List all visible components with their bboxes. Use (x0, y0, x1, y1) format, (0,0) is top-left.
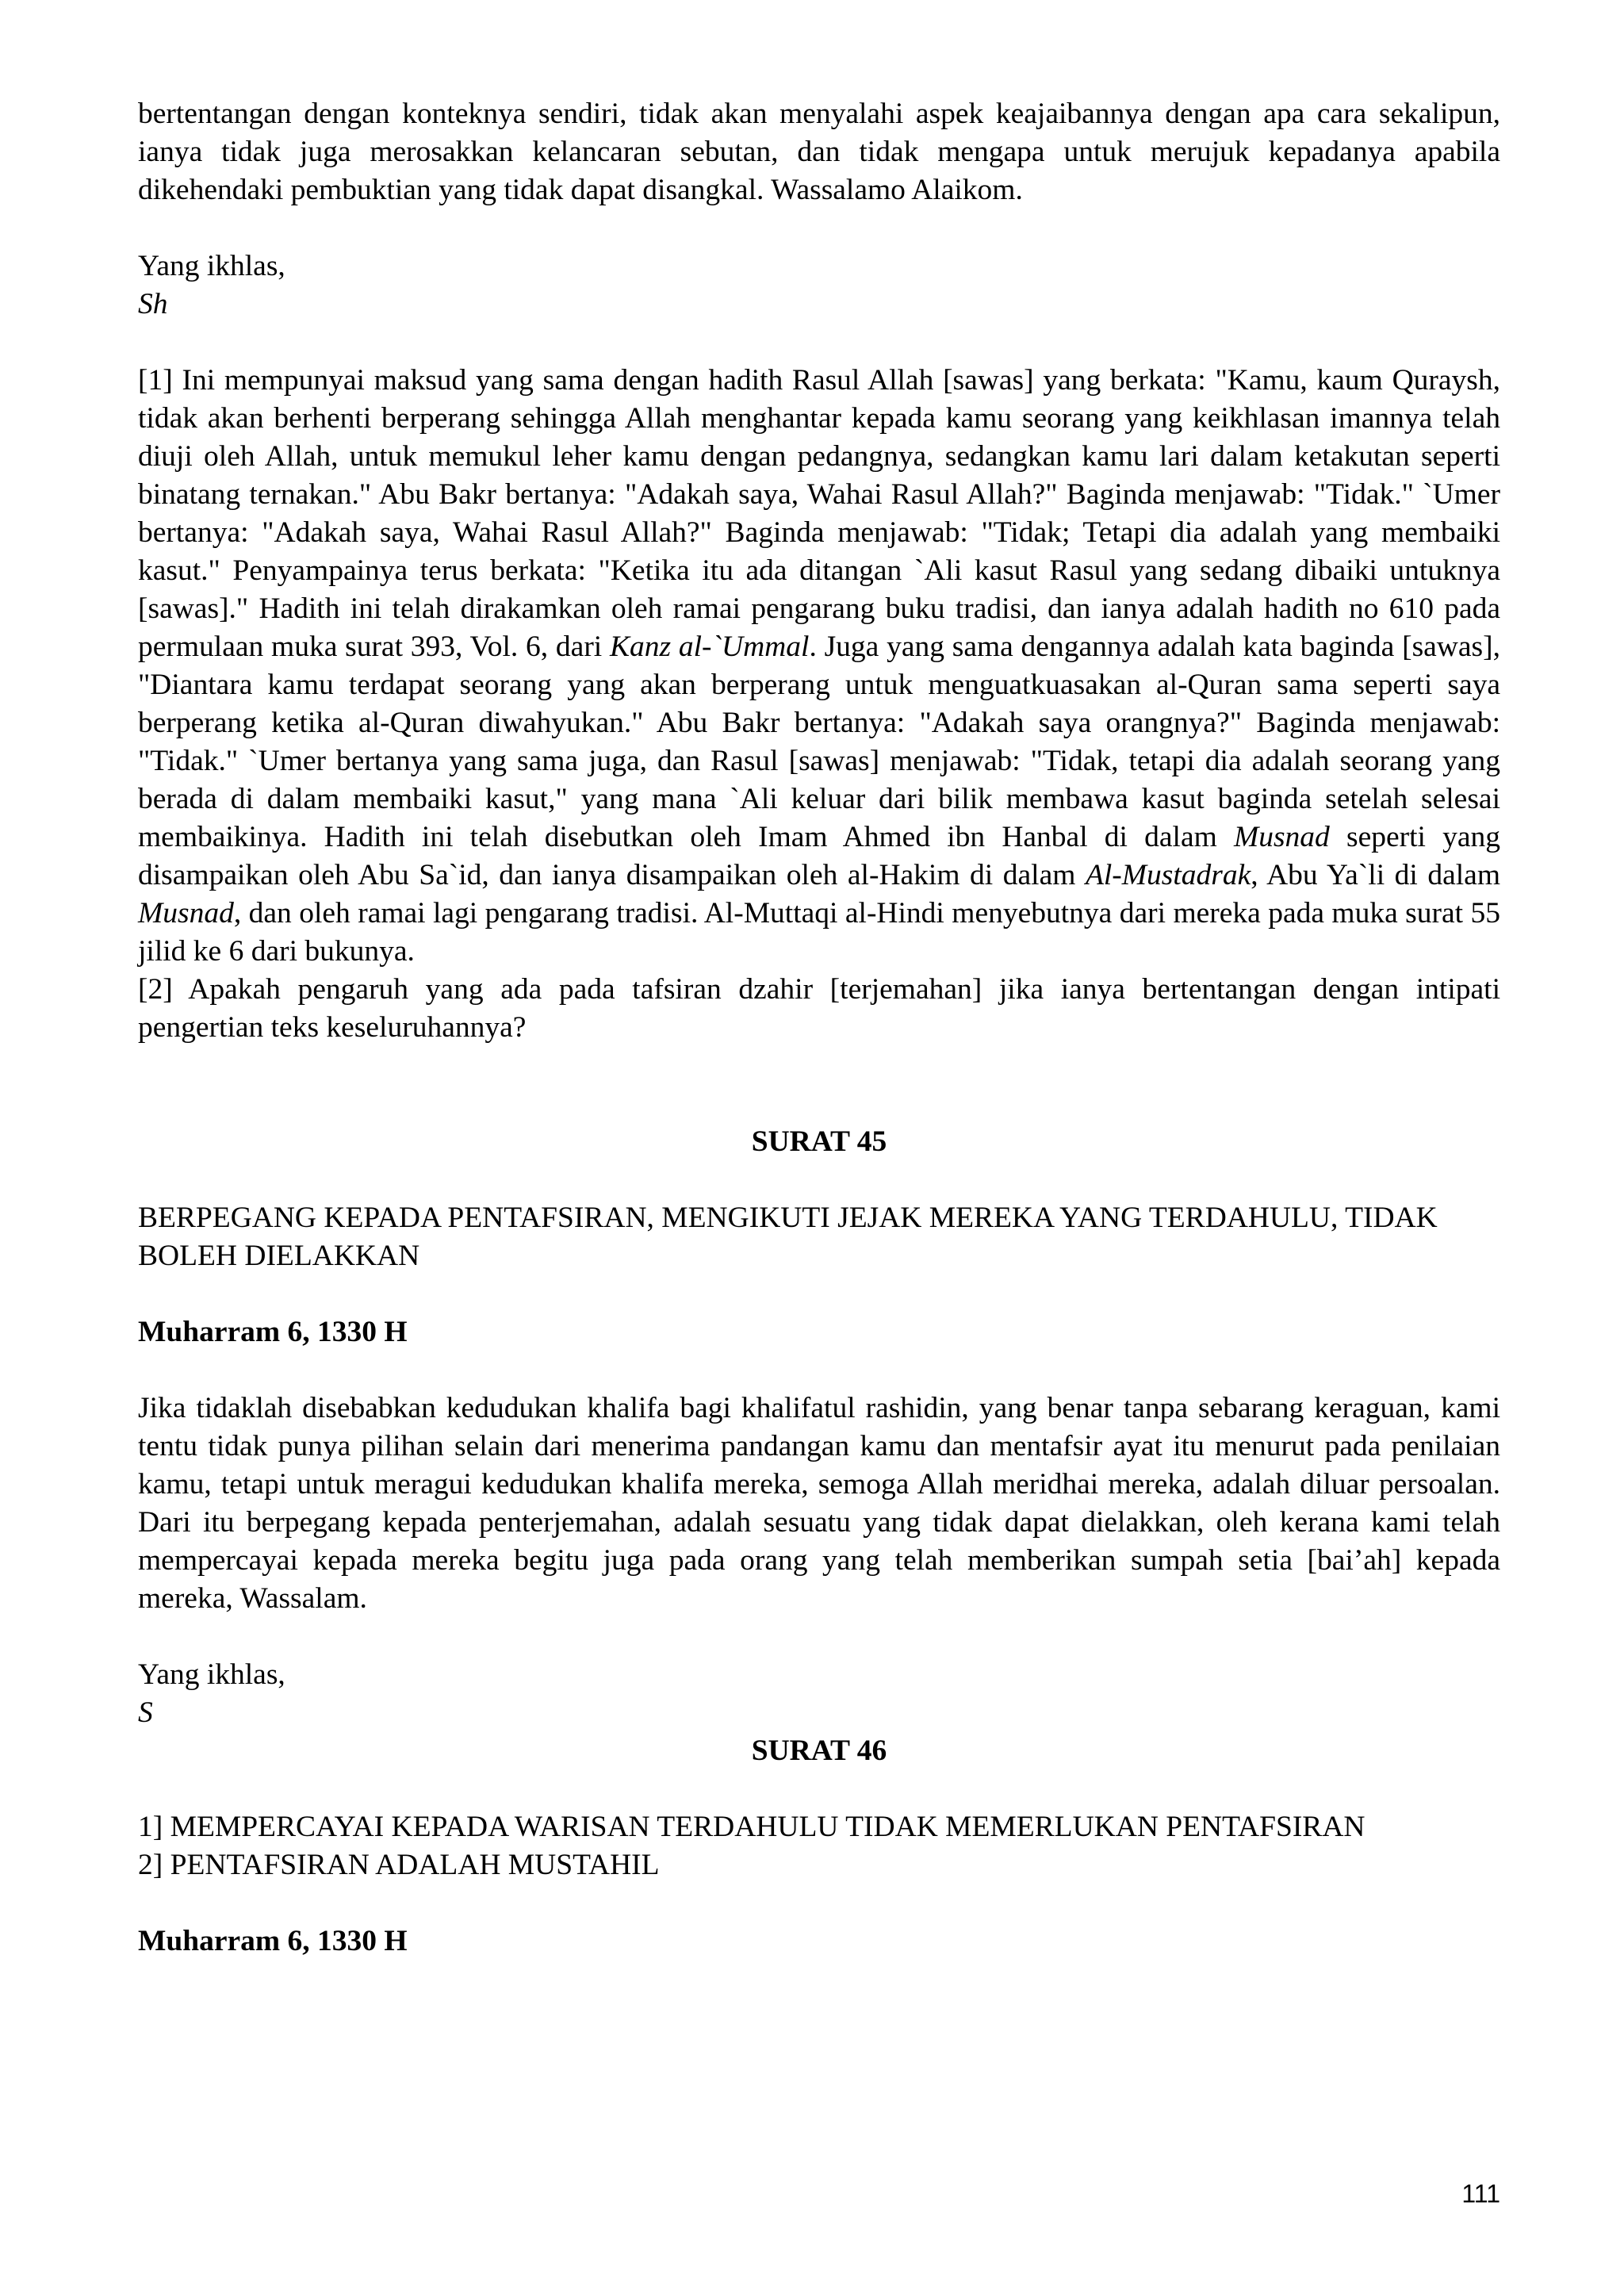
book-title: Musnad (1233, 821, 1330, 853)
letter-45-subtitle: BERPEGANG KEPADA PENTAFSIRAN, MENGIKUTI JEJAK MEREKA YANG TERDAHULU, TIDAK BOLEH DIELAKKAN (138, 1202, 1438, 1272)
closing-greeting: Yang ikhlas, (138, 250, 285, 282)
footnote-1-text: seperti yang disampaikan oleh Abu Sa`id, dan ianya disampaikan oleh al-Hakim di dalam (138, 821, 1500, 891)
footnote-1-text: , Abu Ya`li di dalam (1251, 859, 1500, 891)
footnote-1-text: [1] Ini mempunyai maksud yang sama dengan hadith Rasul Allah [sawas] yang berkata: "Kamu, kaum Quraysh, tidak akan berhenti berperang sehingga Allah menghantar kepada kamu seorang yang keikhlasan imannya telah diuji oleh Allah, untuk memukul leher kamu dengan pedangnya, sedangkan kamu lari dalam ketakutan seperti binatang ternakan." Abu Bakr bertanya: "Adakah saya, Wahai Rasul Allah?" Baginda menjawab: "Tidak." `Umer bertanya: "Adakah saya, Wahai Rasul Allah?" Baginda menjawab: "Tidak; Tetapi dia adalah yang membaiki kasut." Penyampainya terus berkata: "Ketika itu ada ditangan `Ali kasut Rasul yang sedang dibaiki untuknya [sawas]." Hadith ini telah dirakamkan oleh ramai pengarang buku tradisi, dan ianya adalah hadith no 610 pada permulaan muka surat 393, Vol. 6, dari (138, 364, 1500, 663)
signature-text: S (138, 1696, 153, 1729)
footnote-1 (138, 362, 1500, 971)
letter-46-point-2: 2] PENTAFSIRAN ADALAH MUSTAHIL (138, 1849, 660, 1881)
footnote-1-text: , dan oleh ramai lagi pengarang tradisi. Al-Muttaqi al-Hindi menyebutnya dari mereka pada muka surat 55 jilid ke 6 dari bukunya. (138, 897, 1500, 968)
document-page (138, 95, 1500, 1961)
letter-45-date: Muharram 6, 1330 H (138, 1316, 408, 1348)
letter-45-heading: SURAT 45 (751, 1125, 887, 1158)
closing-signature (138, 286, 1500, 324)
page-number: 111 (1461, 2179, 1500, 2208)
footnote-1-text: . Juga yang sama dengannya adalah kata baginda [sawas], "Diantara kamu terdapat seorang yang akan berperang untuk menguatkuasakan al-Quran sama seperti saya berperang ketika al-Quran diwahyukan." Abu Bakr bertanya: "Adakah saya orangnya?" Baginda menjawab: "Tidak." `Umer bertanya yang sama juga, dan Rasul [sawas] menjawab: "Tidak, tetapi dia adalah seorang yang berada di dalam membaiki kasut," yang mana `Ali keluar dari bilik membawa kasut baginda setelah selesai membaikinya. Hadith ini telah disebutkan oleh Imam Ahmed ibn Hanbal di dalam (138, 631, 1500, 853)
letter-46-point-1: 1] MEMPERCAYAI KEPADA WARISAN TERDAHULU TIDAK MEMERLUKAN PENTAFSIRAN (138, 1811, 1365, 1843)
letter-46-heading: SURAT 46 (751, 1734, 887, 1767)
book-title: Musnad (138, 897, 234, 930)
intro-paragraph: bertentangan dengan konteknya sendiri, tidak akan menyalahi aspek keajaibannya dengan apa cara sekalipun, ianya tidak juga merosakkan kelancaran sebutan, dan tidak mengapa untuk merujuk kepadanya apabila dikehendaki pembuktian yang tidak dapat disangkal. Wassalamo Alaikom. (138, 98, 1500, 206)
book-title: Al-Mustadrak (1085, 859, 1251, 891)
letter-45-greeting: Yang ikhlas, (138, 1658, 285, 1691)
book-title: Kanz al-`Ummal (610, 631, 810, 663)
signature-text: Sh (138, 288, 168, 320)
letter-46-date: Muharram 6, 1330 H (138, 1925, 408, 1957)
letter-45-signature (138, 1694, 1500, 1732)
letter-45-body: Jika tidaklah disebabkan kedudukan khalifa bagi khalifatul rashidin, yang benar tanpa sebarang keraguan, kami tentu tidak punya pilihan selain dari menerima pandangan kamu dan mentafsir ayat itu menurut pada penilaian kamu, tetapi untuk meragui kedudukan khalifa mereka, semoga Allah meridhai mereka, adalah diluar persoalan. Dari itu berpegang kepada penterjemahan, adalah sesuatu yang tidak dapat dielakkan, oleh kerana kami telah mempercayai kepada mereka begitu juga pada orang yang telah memberikan sumpah setia [bai’ah] kepada mereka, Wassalam. (138, 1392, 1500, 1615)
footnote-2: [2] Apakah pengaruh yang ada pada tafsiran dzahir [terjemahan] jika ianya bertentangan dengan intipati pengertian teks keseluruhannya? (138, 973, 1500, 1044)
